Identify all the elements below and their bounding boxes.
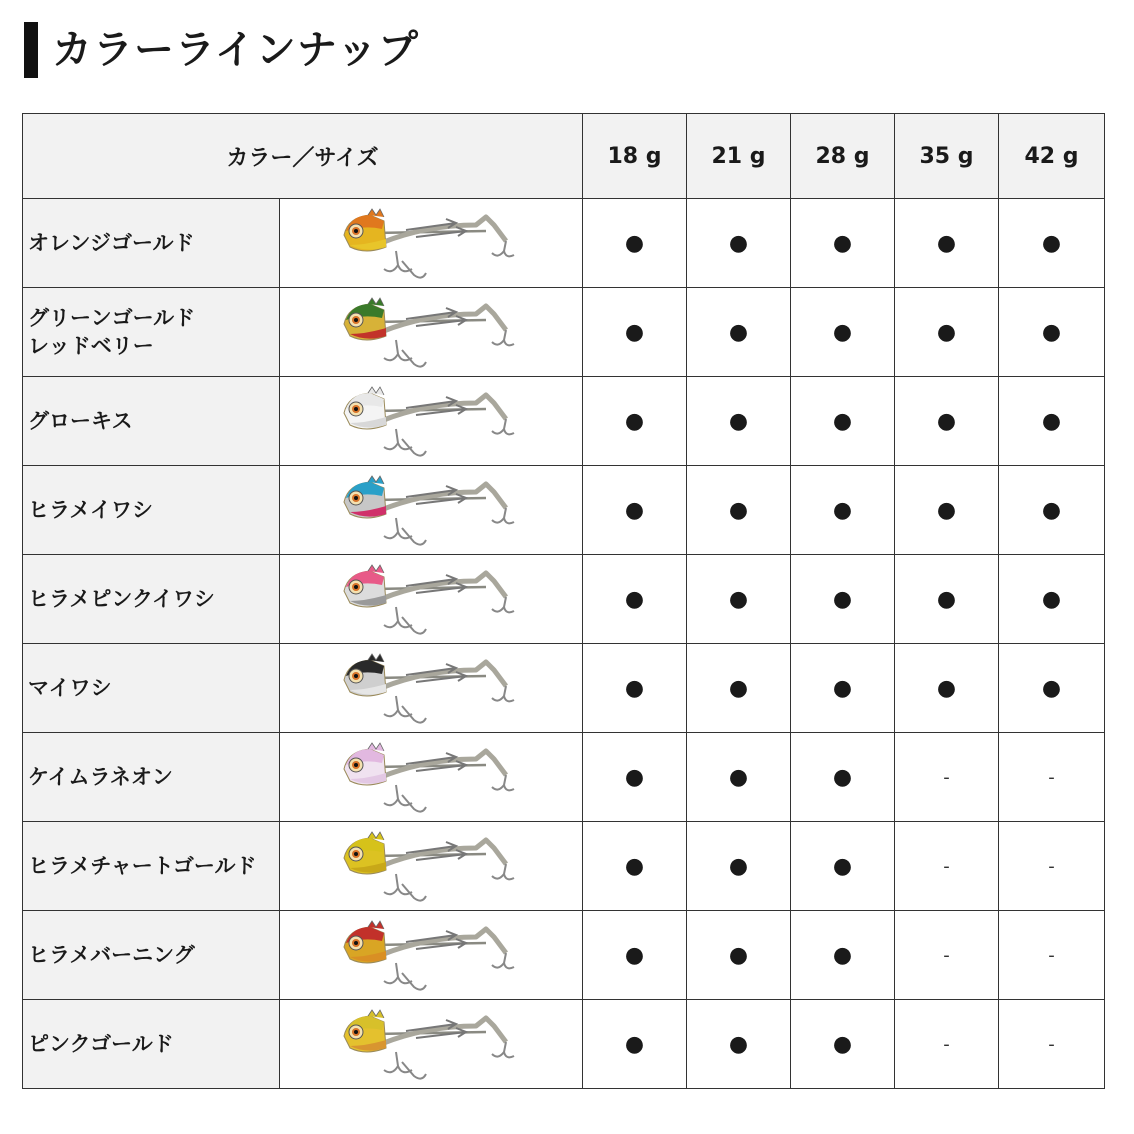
- table-row: [23, 199, 1105, 288]
- available-mark: ●: [791, 288, 895, 377]
- available-mark: ●: [791, 1000, 895, 1089]
- table-header-row: [23, 114, 1105, 199]
- available-mark: ●: [895, 377, 999, 466]
- color-name: オレンジゴールド: [23, 199, 280, 288]
- lure-image-cell: [280, 288, 583, 377]
- available-mark: ●: [895, 199, 999, 288]
- available-mark: ●: [583, 377, 687, 466]
- available-mark: ●: [687, 733, 791, 822]
- table-row: [23, 644, 1105, 733]
- available-mark: ●: [687, 822, 791, 911]
- header-size: 42 g: [999, 114, 1105, 199]
- header-size: 21 g: [687, 114, 791, 199]
- available-mark: ●: [583, 1000, 687, 1089]
- table-row: [23, 466, 1105, 555]
- available-mark: ●: [791, 911, 895, 1000]
- color-name: ヒラメピンクイワシ: [23, 555, 280, 644]
- color-name: ピンクゴールド: [23, 1000, 280, 1089]
- lure-image: [336, 381, 526, 461]
- unavailable-mark: -: [999, 822, 1105, 911]
- lure-image: [336, 1004, 526, 1084]
- available-mark: ●: [999, 555, 1105, 644]
- available-mark: ●: [583, 466, 687, 555]
- available-mark: ●: [895, 644, 999, 733]
- lure-image: [336, 203, 526, 283]
- lure-image: [336, 915, 526, 995]
- lure-image-cell: [280, 733, 583, 822]
- available-mark: ●: [791, 555, 895, 644]
- lure-image-cell: [280, 377, 583, 466]
- unavailable-mark: -: [895, 911, 999, 1000]
- available-mark: ●: [583, 733, 687, 822]
- title-accent-bar: [24, 22, 38, 78]
- lure-image: [336, 737, 526, 817]
- table-row: [23, 288, 1105, 377]
- available-mark: ●: [583, 288, 687, 377]
- unavailable-mark: -: [999, 911, 1105, 1000]
- available-mark: ●: [687, 377, 791, 466]
- unavailable-mark: -: [999, 1000, 1105, 1089]
- lure-image-cell: [280, 555, 583, 644]
- available-mark: ●: [999, 199, 1105, 288]
- table-row: [23, 555, 1105, 644]
- unavailable-mark: -: [999, 733, 1105, 822]
- available-mark: ●: [791, 733, 895, 822]
- header-size: 28 g: [791, 114, 895, 199]
- available-mark: ●: [895, 288, 999, 377]
- page-title: カラーラインナップ: [52, 27, 419, 73]
- available-mark: ●: [583, 822, 687, 911]
- available-mark: ●: [687, 466, 791, 555]
- available-mark: ●: [895, 555, 999, 644]
- color-name: ヒラメバーニング: [23, 911, 280, 1000]
- lure-image: [336, 826, 526, 906]
- available-mark: ●: [687, 199, 791, 288]
- available-mark: ●: [999, 288, 1105, 377]
- available-mark: ●: [895, 466, 999, 555]
- available-mark: ●: [687, 555, 791, 644]
- table-row: [23, 822, 1105, 911]
- lure-image-cell: [280, 644, 583, 733]
- available-mark: ●: [999, 377, 1105, 466]
- color-name: グリーンゴールド レッドベリー: [23, 288, 280, 377]
- header-size: 35 g: [895, 114, 999, 199]
- available-mark: ●: [583, 199, 687, 288]
- available-mark: ●: [583, 555, 687, 644]
- color-name: ヒラメチャートゴールド: [23, 822, 280, 911]
- lure-image: [336, 470, 526, 550]
- color-name: マイワシ: [23, 644, 280, 733]
- header-color-size: カラー／サイズ: [23, 114, 583, 199]
- section-title: [24, 22, 419, 78]
- color-name: ヒラメイワシ: [23, 466, 280, 555]
- header-size: 18 g: [583, 114, 687, 199]
- lure-image-cell: [280, 822, 583, 911]
- table-row: [23, 733, 1105, 822]
- unavailable-mark: -: [895, 733, 999, 822]
- color-name: グローキス: [23, 377, 280, 466]
- available-mark: ●: [791, 199, 895, 288]
- table-row: [23, 1000, 1105, 1089]
- available-mark: ●: [583, 644, 687, 733]
- lure-image: [336, 559, 526, 639]
- available-mark: ●: [791, 822, 895, 911]
- available-mark: ●: [687, 911, 791, 1000]
- lure-image-cell: [280, 199, 583, 288]
- lure-image: [336, 292, 526, 372]
- available-mark: ●: [791, 644, 895, 733]
- available-mark: ●: [791, 466, 895, 555]
- lure-image-cell: [280, 466, 583, 555]
- unavailable-mark: -: [895, 822, 999, 911]
- lure-image-cell: [280, 911, 583, 1000]
- unavailable-mark: -: [895, 1000, 999, 1089]
- available-mark: ●: [999, 644, 1105, 733]
- table-row: [23, 911, 1105, 1000]
- available-mark: ●: [687, 288, 791, 377]
- available-mark: ●: [999, 466, 1105, 555]
- available-mark: ●: [791, 377, 895, 466]
- available-mark: ●: [687, 1000, 791, 1089]
- available-mark: ●: [687, 644, 791, 733]
- lure-image: [336, 648, 526, 728]
- table-row: [23, 377, 1105, 466]
- lure-image-cell: [280, 1000, 583, 1089]
- color-lineup-table: [22, 113, 1105, 1089]
- available-mark: ●: [583, 911, 687, 1000]
- color-name: ケイムラネオン: [23, 733, 280, 822]
